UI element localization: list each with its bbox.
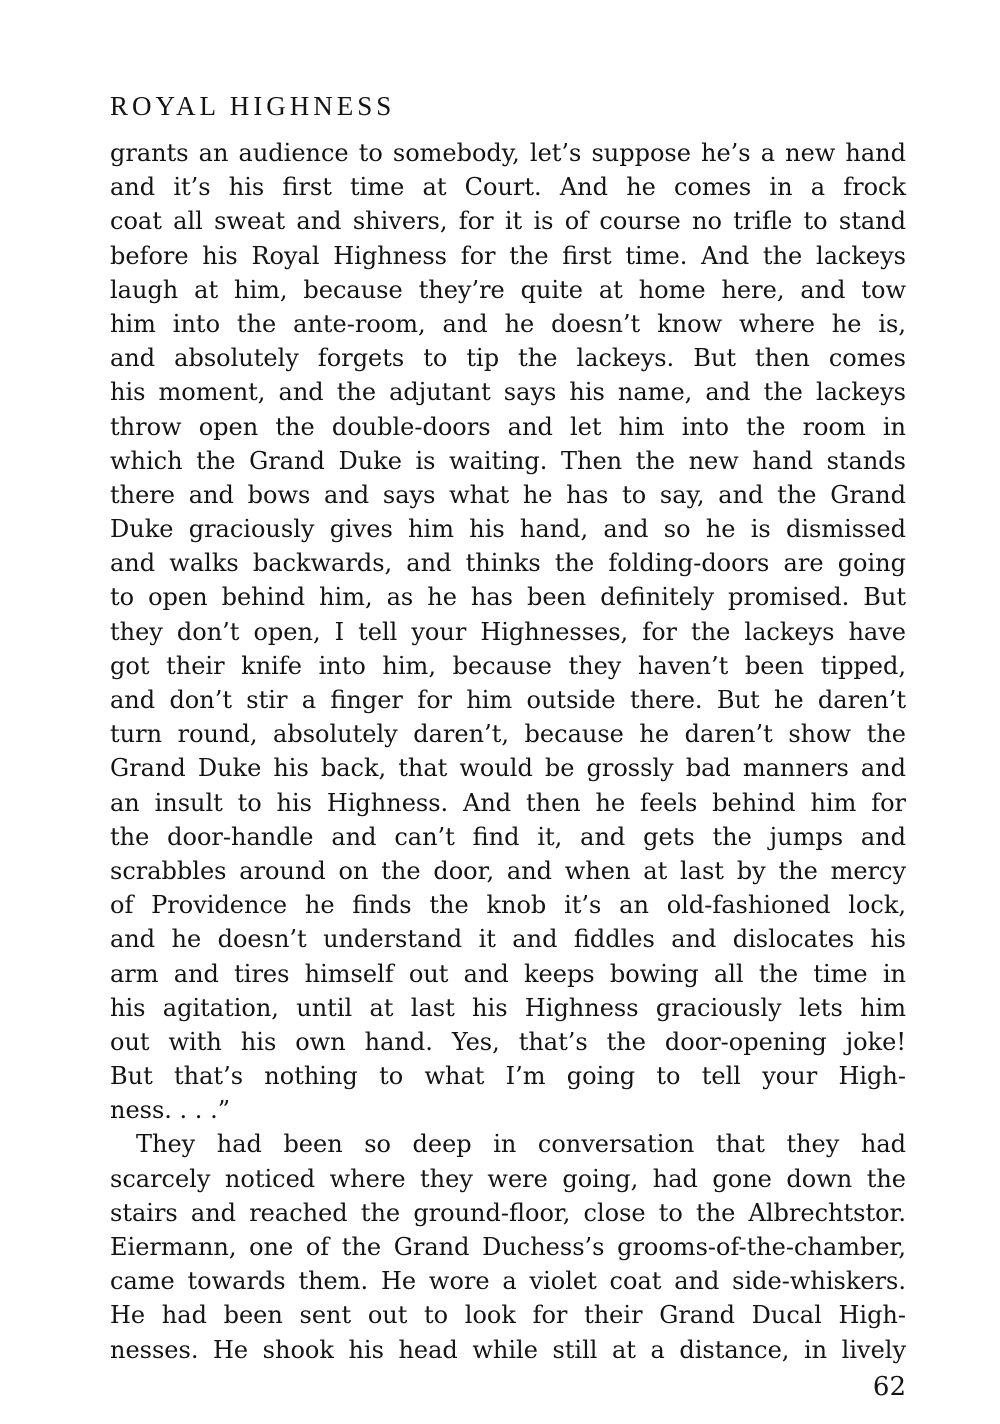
text-line: He had been sent out to look for their Grand Ducal High- [110, 1301, 906, 1330]
text-line: him into the ante-room, and he doesn’t know where he is, [110, 309, 906, 338]
text-line: Eiermann, one of the Grand Duchess’s grooms-of-the-chamber, [110, 1233, 906, 1261]
text-line: which the Grand Duke is waiting. Then the new hand stands [110, 446, 906, 475]
text-line: got their knife into him, because they haven’t been tipped, [110, 651, 906, 680]
text-line: to open behind him, as he has been definitely promised. But [110, 583, 906, 612]
text-line: laugh at him, because they’re quite at home here, and tow [110, 275, 906, 304]
text-line: turn round, absolutely daren’t, because he daren’t show the [110, 720, 906, 749]
text-line: and don’t stir a finger for him outside there. But he daren’t [110, 686, 906, 714]
text-line: coat all sweat and shivers, for it is of course no trifle to stand [110, 207, 906, 236]
text-line: there and bows and says what he has to say, and the Grand [110, 480, 906, 509]
text-line: grants an audience to somebody, let’s suppose he’s a new hand [110, 139, 906, 167]
text-line: of Providence he finds the knob it’s an old-fashioned lock, [110, 891, 906, 920]
text-line: before his Royal Highness for the first time. And the lackeys [110, 241, 906, 270]
page-number: 62 [872, 1372, 906, 1402]
text-line: and he doesn’t understand it and fiddles and dislocates his [110, 925, 906, 954]
running-head: ROYAL HIGHNESS [110, 91, 396, 121]
paragraph-2 [110, 1127, 906, 1366]
text-line: But that’s nothing to what I’m going to tell your High- [110, 1062, 906, 1091]
book-page [110, 88, 906, 1367]
text-line: ness. . . .” [110, 1096, 230, 1125]
text-line: they don’t open, I tell your Highnesses, for the lackeys have [110, 617, 906, 646]
text-line: arm and tires himself out and keeps bowing all the time in [110, 959, 906, 988]
text-line: his moment, and the adjutant says his name, and the lackeys [110, 378, 906, 407]
text-line: They had been so deep in conversation that they had [136, 1130, 906, 1159]
text-line: scrabbles around on the door, and when at last by the mercy [110, 856, 906, 885]
text-line: stairs and reached the ground-floor, close to the Albrechtstor. [110, 1198, 906, 1227]
text-line: and walks backwards, and thinks the folding-doors are going [110, 549, 906, 578]
text-line: the door-handle and can’t find it, and gets the jumps and [110, 822, 906, 851]
text-line: and absolutely forgets to tip the lackeys. But then comes [110, 344, 906, 373]
text-line: scarcely noticed where they were going, had gone down the [110, 1164, 906, 1193]
text-line: his agitation, until at last his Highness graciously lets him [110, 993, 906, 1022]
text-line: nesses. He shook his head while still at a distance, in lively [110, 1335, 906, 1364]
text-line: and it’s his first time at Court. And he comes in a frock [110, 173, 906, 202]
text-line: throw open the double-doors and let him into the room in [110, 412, 906, 441]
paragraph-1 [110, 136, 906, 1127]
text-line: came towards them. He wore a violet coat and side-whiskers. [110, 1267, 906, 1296]
text-line: Duke graciously gives him his hand, and so he is dismissed [110, 515, 906, 544]
text-line: an insult to his Highness. And then he feels behind him for [110, 788, 906, 817]
text-line: out with his own hand. Yes, that’s the door-opening joke! [110, 1027, 906, 1056]
text-line: Grand Duke his back, that would be grossly bad manners and [110, 754, 906, 783]
